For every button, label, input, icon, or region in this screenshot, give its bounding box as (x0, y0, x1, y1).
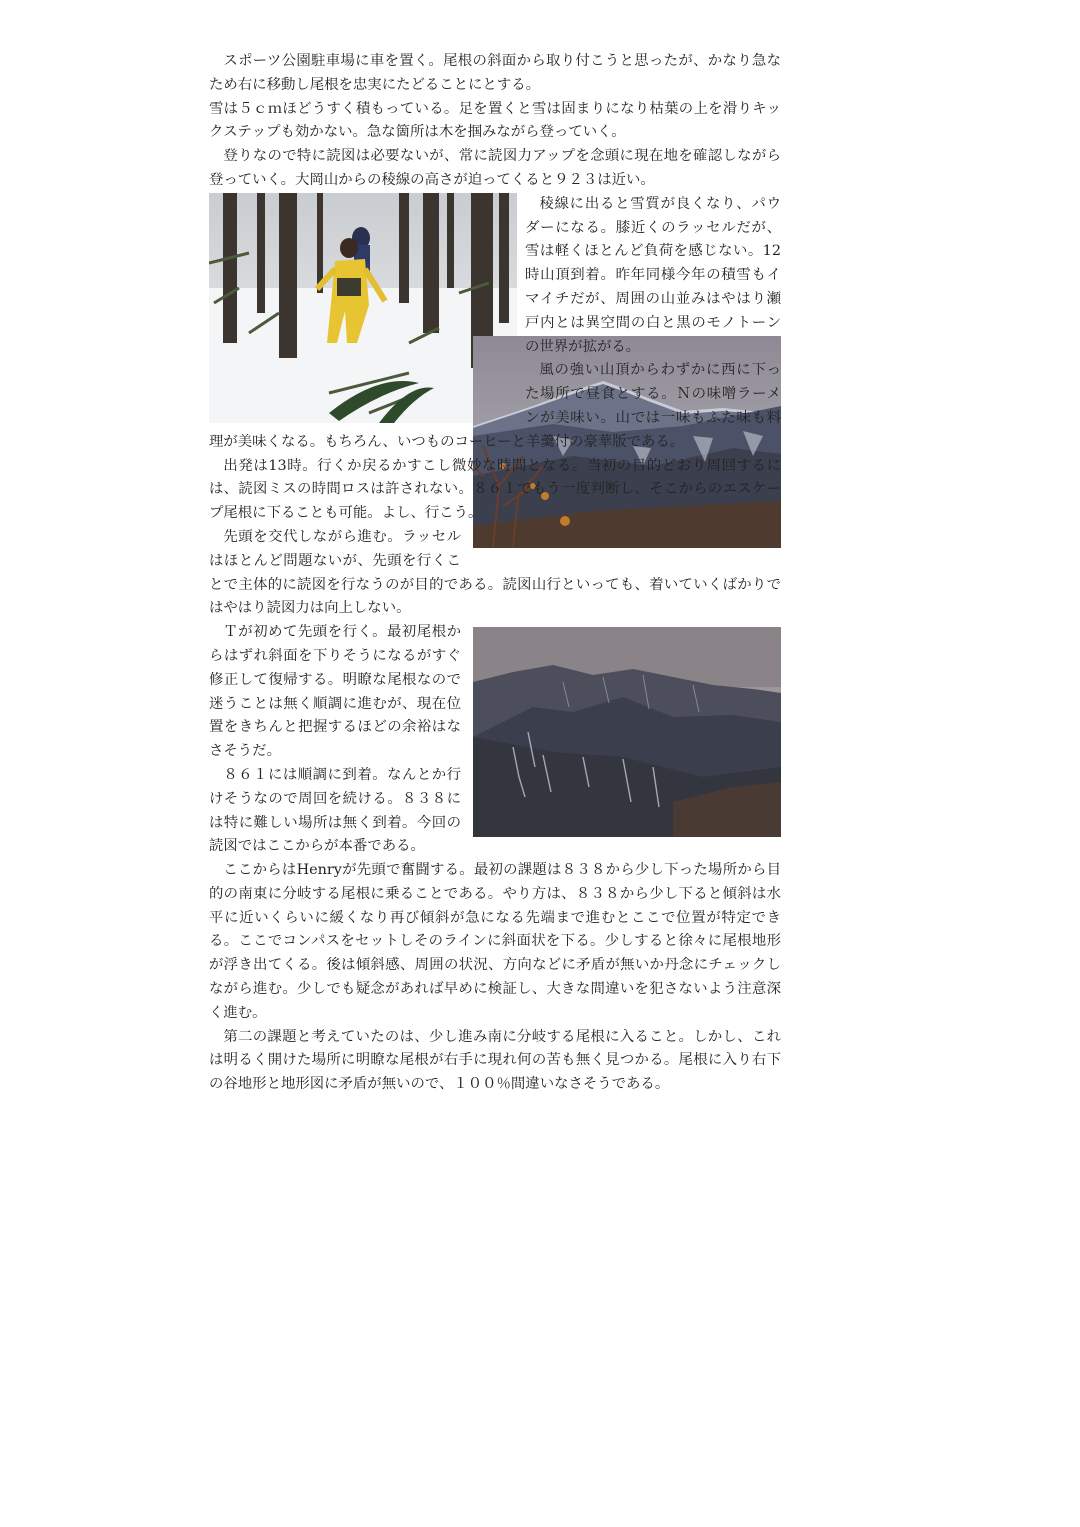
paragraph-1: スポーツ公園駐車場に車を置く。尾根の斜面から取り付こうと思ったが、かなり急なため右に移動し尾根を忠実にたどることにとする。 (209, 53, 781, 93)
photo-cloudy-mountain-ridge (473, 627, 781, 837)
paragraph-9: ８６１には順調に到着。なんとか行けそうなので周回を続ける。８３８には特に難しい場所は無く到着。今回の読図ではここからが本番である。 (209, 766, 461, 855)
paragraph-7: 先頭を交代しながら進む。ラッセルはほとんど問題ないが、先頭を行くことで主体的に読図を行なうのが目的である。読図山行といっても、着いていくばかりではやはり読図力は向上しない。 (209, 528, 781, 617)
paragraph-2: 雪は５ｃｍほどうすく積もっている。足を置くと雪は固まりになり枯葉の上を滑りキックステップも効かない。急な箇所は木を掴みながら登っていく。 (209, 100, 781, 141)
paragraph-10: ここからはHenryが先頭で奮闘する。最初の課題は８３８から少し下った場所から目的の南東に分岐する尾根に乗ることである。やり方は、８３８から少し下ると傾斜は水平に近いくらいに緩くなり再び傾斜が急になる先端まで進むとここで位置が特定できる。ここでコンパスをセットしそのラインに斜面状を下る。少しすると徐々に尾根地形が浮き出てくる。後は傾斜感、周囲の状況、方向などに矛盾が無いか丹念にチェックしながら進む。少しでも疑念があれば早めに検証し、大きな間違いを犯さないよう注意深く進む。 (209, 862, 781, 1021)
paragraph-8: Ｔが初めて先頭を行く。最初尾根からはずれ斜面を下りそうになるがすぐ修正して復帰する。明瞭な尾根なので迷うことは無く順調に進むが、現在位置をきちんと把握するほどの余裕はなさそうだ。 (209, 624, 461, 760)
paragraph-3: 登りなので特に読図は必要ないが、常に読図力アップを念頭に現在地を確認しながら登っていく。大岡山からの稜線の高さが迫ってくると９２３は近い。 (209, 148, 781, 188)
paragraph-4: 稜線に出ると雪質が良くなり、パウダーになる。膝近くのラッセルだが、雪は軽くほとんど負荷を感じない。12時山頂到着。昨年同様今年の積雪もイマイチだが、周囲の山並みはやはり瀬戸内とは異空間の白と黒のモノトーンの世界が拡がる。 (525, 195, 781, 355)
document-body (209, 50, 781, 1097)
paragraph-11: 第二の課題と考えていたのは、少し進み南に分岐する尾根に入ること。しかし、これは明るく開けた場所に明瞭な尾根が右手に現れ何の苦も無く見つかる。尾根に入り右下の谷地形と地形図に矛盾が無いので、１００％間違いなさそうである。 (209, 1028, 781, 1093)
paragraph-6: 出発は13時。行くか戻るかすこし微妙な時間となる。当初の目的どおり周回するには、読図ミスの時間ロスは許されない。８６１でもう一度判断し、そこからのエスケープ尾根に下ることも可能。よし、行こう。 (209, 457, 781, 522)
paragraph-5: 風の強い山頂からわずかに西に下った場所で昼食とする。Ｎの味噌ラーメンが美味い。山では一味もふた味も料理が美味くなる。もちろん、いつものコーヒーと羊羹付の豪華版である。 (209, 362, 781, 450)
photo-snow-forest-climbers (209, 193, 517, 423)
